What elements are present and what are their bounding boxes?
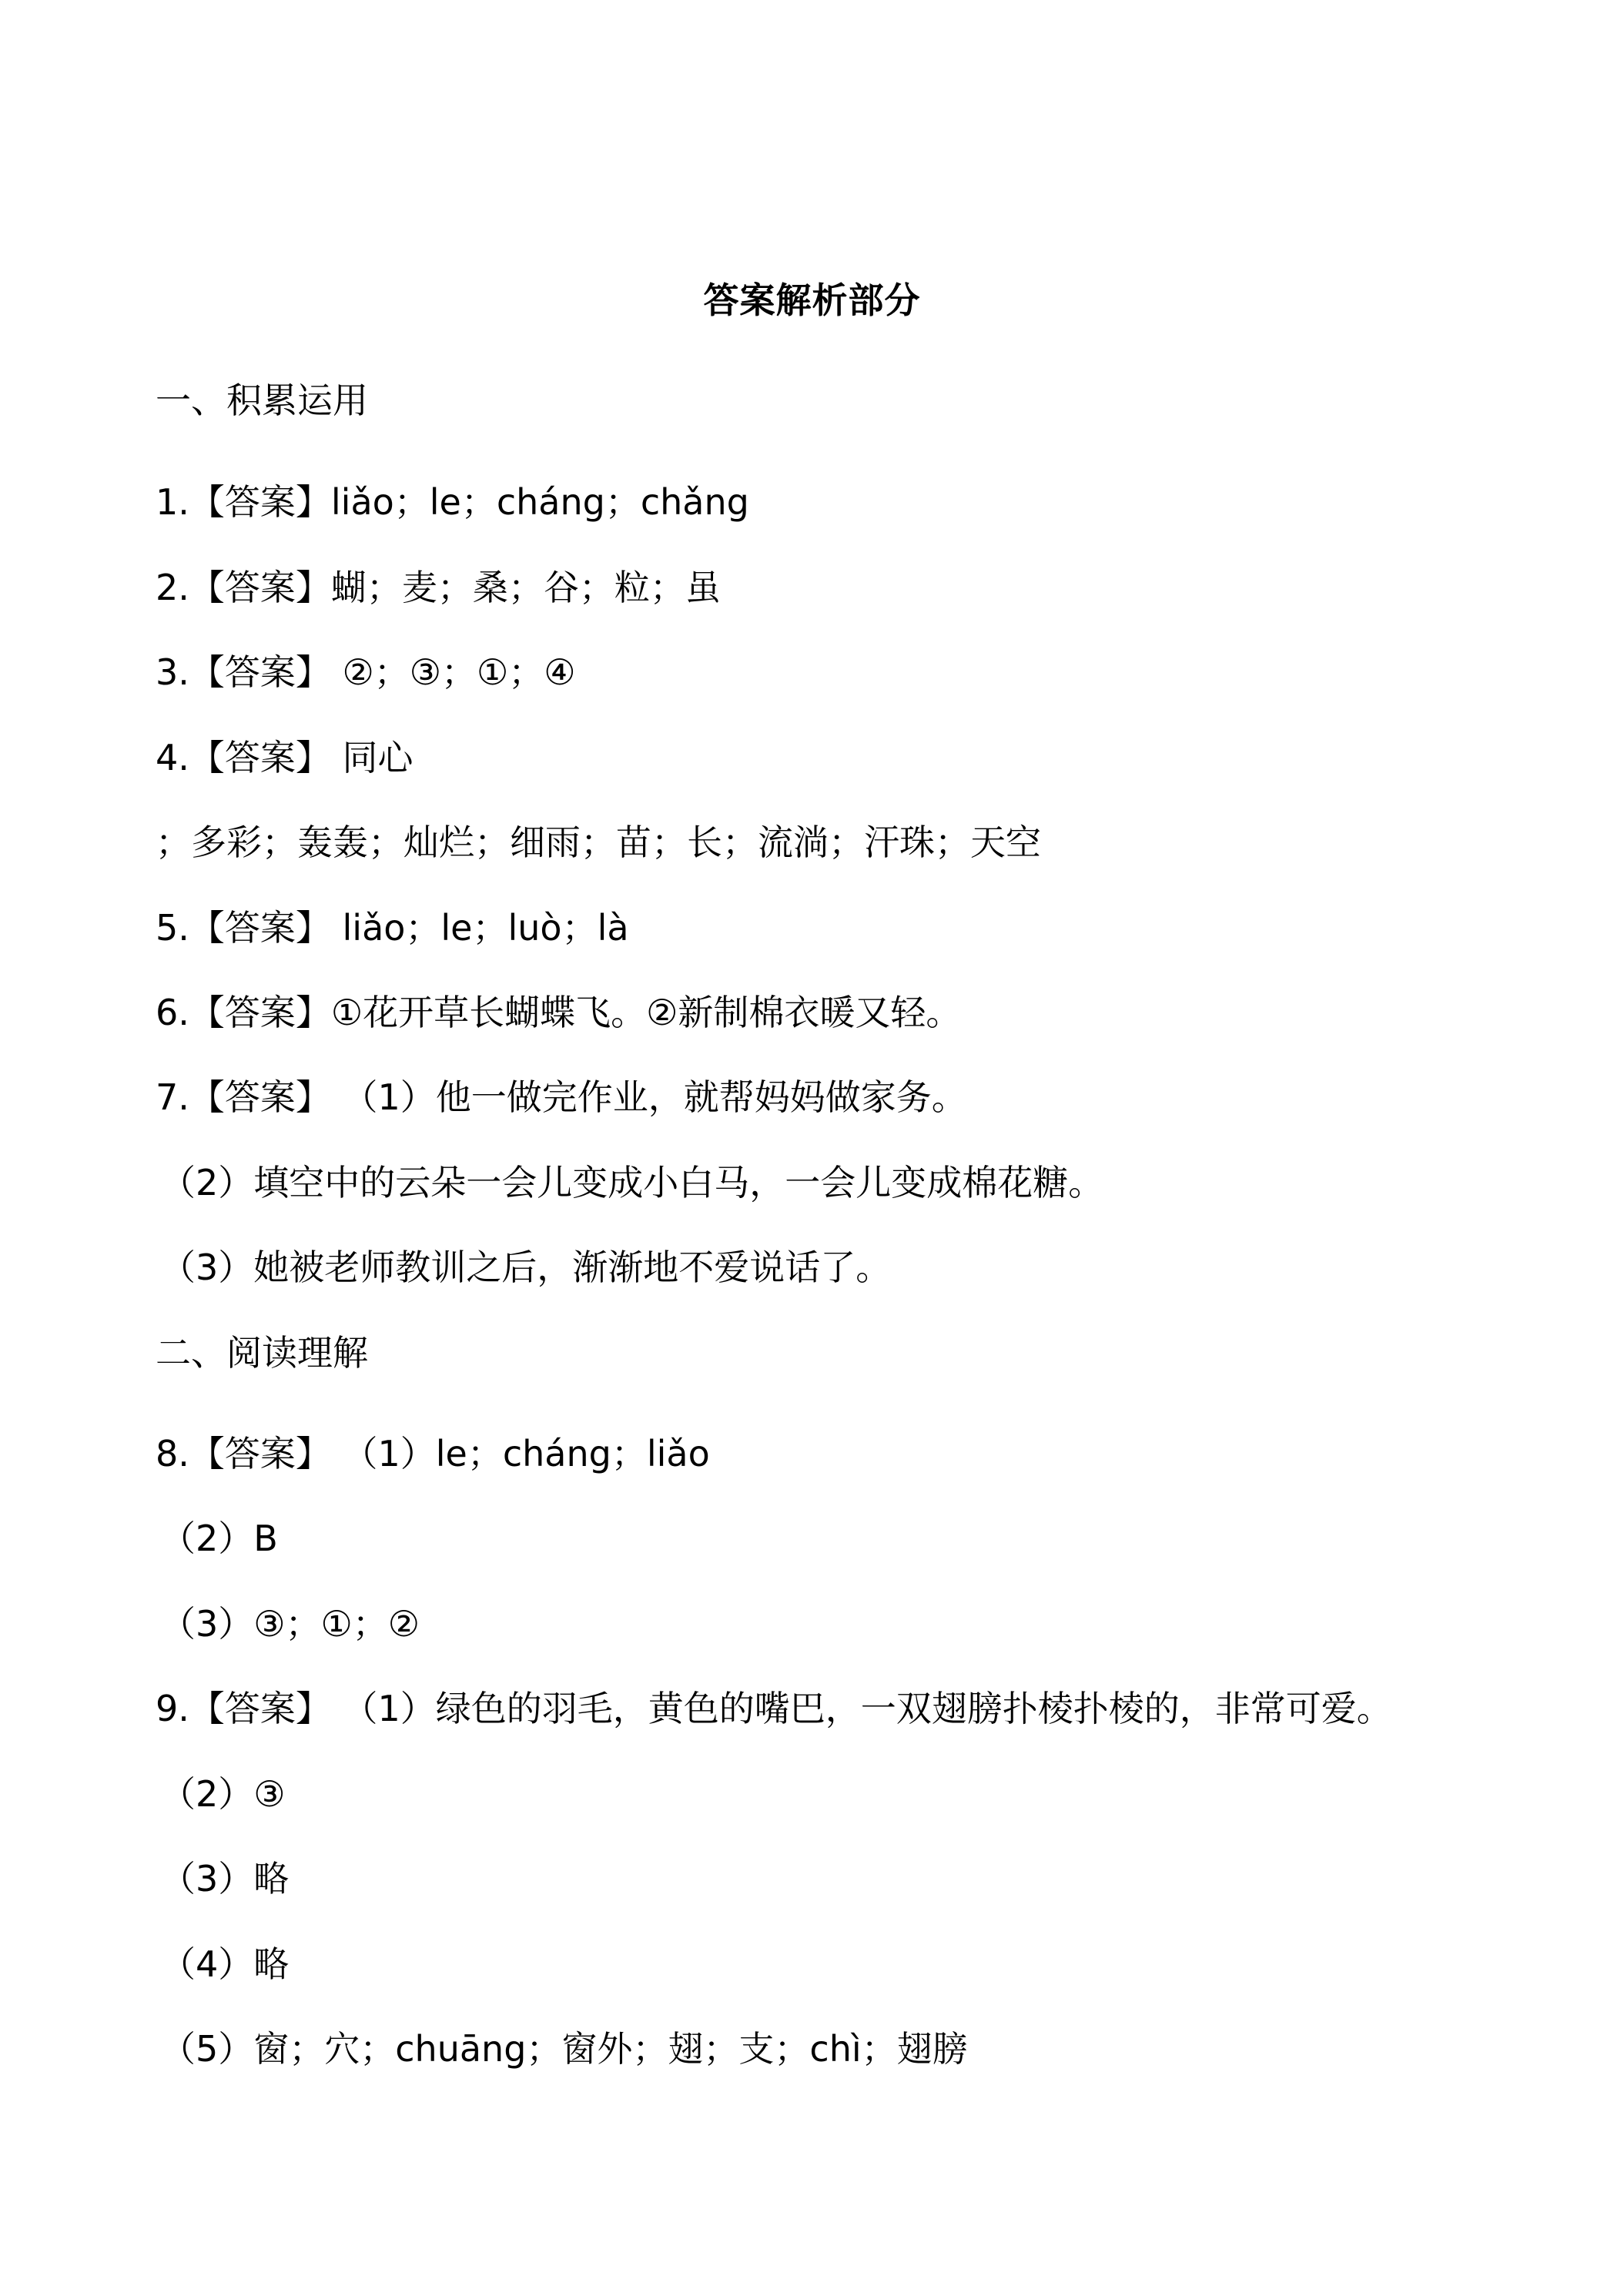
answer-7-part-3: （3）她被老师教训之后，渐渐地不爱说话了。 xyxy=(160,1247,892,1288)
answer-5: 5.【答案】 liǎo；le；luò；là xyxy=(156,907,629,949)
answer-9-part-3: （3）略 xyxy=(160,1858,290,1899)
answer-2: 2.【答案】蝴；麦；桑；谷；粒；虽 xyxy=(156,567,721,608)
answer-7: 7.【答案】 （1）他一做完作业，就帮妈妈做家务。 xyxy=(156,1076,967,1118)
answer-3: 3.【答案】 ②；③；①；④ xyxy=(156,651,576,693)
answer-8-part-3: （3）③；①；② xyxy=(160,1603,420,1645)
answer-6: 6.【答案】①花开草长蝴蝶飞。②新制棉衣暖又轻。 xyxy=(156,992,962,1033)
answer-9-part-2: （2）③ xyxy=(160,1773,286,1815)
answer-4: 4.【答案】 同心 xyxy=(156,737,414,778)
answer-8-part-2: （2）B xyxy=(160,1518,278,1559)
answer-4-continued: ；多彩；轰轰；灿烂；细雨；苗；长；流淌；汗珠；天空 xyxy=(156,822,1041,863)
answer-7-part-2: （2）填空中的云朵一会儿变成小白马，一会儿变成棉花糖。 xyxy=(160,1162,1104,1203)
section-heading-reading: 二、阅读理解 xyxy=(156,1332,368,1374)
document-title: 答案解析部分 xyxy=(703,279,921,321)
section-heading-accumulation: 一、积累运用 xyxy=(156,380,368,421)
answer-9-part-4: （4）略 xyxy=(160,1943,290,1985)
answer-9: 9.【答案】 （1）绿色的羽毛，黄色的嘴巴，一双翅膀扑棱扑棱的，非常可爱。 xyxy=(156,1688,1392,1729)
answer-9-part-5: （5）窗；穴；chuāng；窗外；翅；支；chì；翅膀 xyxy=(160,2028,968,2070)
answer-8: 8.【答案】 （1）le；cháng；liǎo xyxy=(156,1433,710,1474)
answer-1: 1.【答案】liǎo；le；cháng；chǎng xyxy=(156,481,749,523)
